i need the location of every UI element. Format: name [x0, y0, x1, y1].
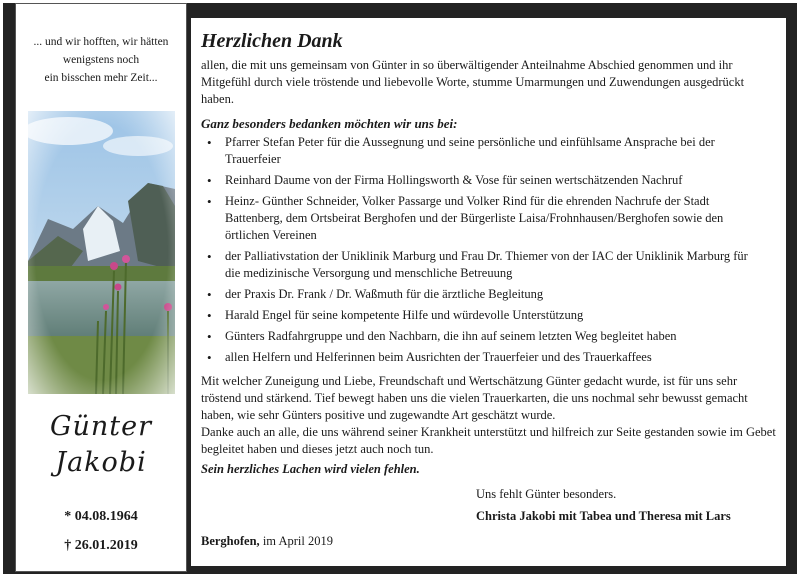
list-item: • der Praxis Dr. Frank / Dr. Waßmuth für die ärztliche Begleitung	[201, 286, 766, 303]
memorial-quote	[16, 33, 186, 87]
notice-title: Herzlichen Dank	[201, 30, 343, 52]
outro-text: Mit welcher Zuneigung und Liebe, Freundschaft und Wertschätzung Günter gedacht wurde, ist für uns sehr tröstend und stärkend. Tief bewegt haben uns die vielen Trauerkarten, die uns nochmal sehr bewusst gemacht haben, wie sehr Günters positive und zugewandte Art geschätzt wurde.	[201, 374, 748, 422]
list-item: • Heinz- Günther Schneider, Volker Passarge und Volker Rind für die ehrenden Nachrufe der Stadt Battenberg, dem Ortsbeirat Berghofen und der Bürgerliste Laisa/Frohnhausen/Berghofen sowie den örtlichen Vereinen	[201, 193, 766, 244]
birth-date: * 04.08.1964	[64, 509, 138, 524]
list-item: • Günters Radfahrgruppe und den Nachbarn, die ihn auf seinem letzten Weg begleitet haben	[201, 328, 766, 345]
list-item: • Reinhard Daume von der Firma Hollingsworth & Vose für seinen wertschätzenden Nachruf	[201, 172, 766, 189]
family-note: Uns fehlt Günter besonders.	[476, 487, 617, 501]
list-item: • der Palliativstation der Uniklinik Marburg und Frau Dr. Thiemer von der IAC der Uniklinik Marburg für die medizinische Versorgung und menschliche Betreuung	[201, 248, 766, 282]
intro-paragraph: allen, die mit uns gemeinsam von Günter in so überwältigender Anteilnahme Abschied genommen und ihr Mitgefühl durch viele tröstende und liebevolle Worte, stumme Umarmungen und Zuwendungen ausgedrückt haben.	[201, 58, 745, 106]
thank-you-notice	[191, 18, 786, 566]
date: im April 2019	[259, 534, 333, 548]
life-dates	[16, 502, 186, 560]
first-name: Günter	[49, 411, 153, 442]
quote-line: ... und wir hofften, wir hätten	[33, 36, 169, 48]
quote-line: ein bisschen mehr Zeit...	[44, 72, 158, 84]
quote-line: wenigstens noch	[62, 54, 140, 66]
memorial-sidebar	[15, 3, 187, 572]
landscape-image	[28, 111, 175, 394]
last-name: Jakobi	[55, 447, 147, 478]
family-signature: Christa Jakobi mit Tabea und Theresa mit Lars	[476, 509, 731, 523]
deceased-name	[16, 409, 186, 481]
list-item: • Pfarrer Stefan Peter für die Aussegnung und seine persönliche und einfühlsame Ansprache bei der Trauerfeier	[201, 134, 766, 168]
death-date: † 26.01.2019	[64, 538, 138, 553]
list-item: • allen Helfern und Helferinnen beim Ausrichten der Trauerfeier und des Trauerkaffees	[201, 349, 766, 366]
list-item: • Harald Engel für seine kompetente Hilfe und würdevolle Unterstützung	[201, 307, 766, 324]
mountain-lake-photo	[28, 111, 175, 394]
thanks-subheading: Ganz besonders bedanken möchten wir uns bei:	[201, 116, 458, 131]
closing-line: Sein herzliches Lachen wird vielen fehlen.	[201, 462, 420, 476]
outro-paragraph	[201, 373, 776, 458]
place: Berghofen,	[201, 534, 260, 548]
place-date	[201, 534, 333, 549]
outro-text-2: Danke auch an alle, die uns während seiner Krankheit unterstützt und hilfreich zur Seite gestanden sowie im Gebet begleitet haben und dieses jetzt auch noch tun.	[201, 425, 776, 456]
thanks-list	[201, 134, 766, 370]
